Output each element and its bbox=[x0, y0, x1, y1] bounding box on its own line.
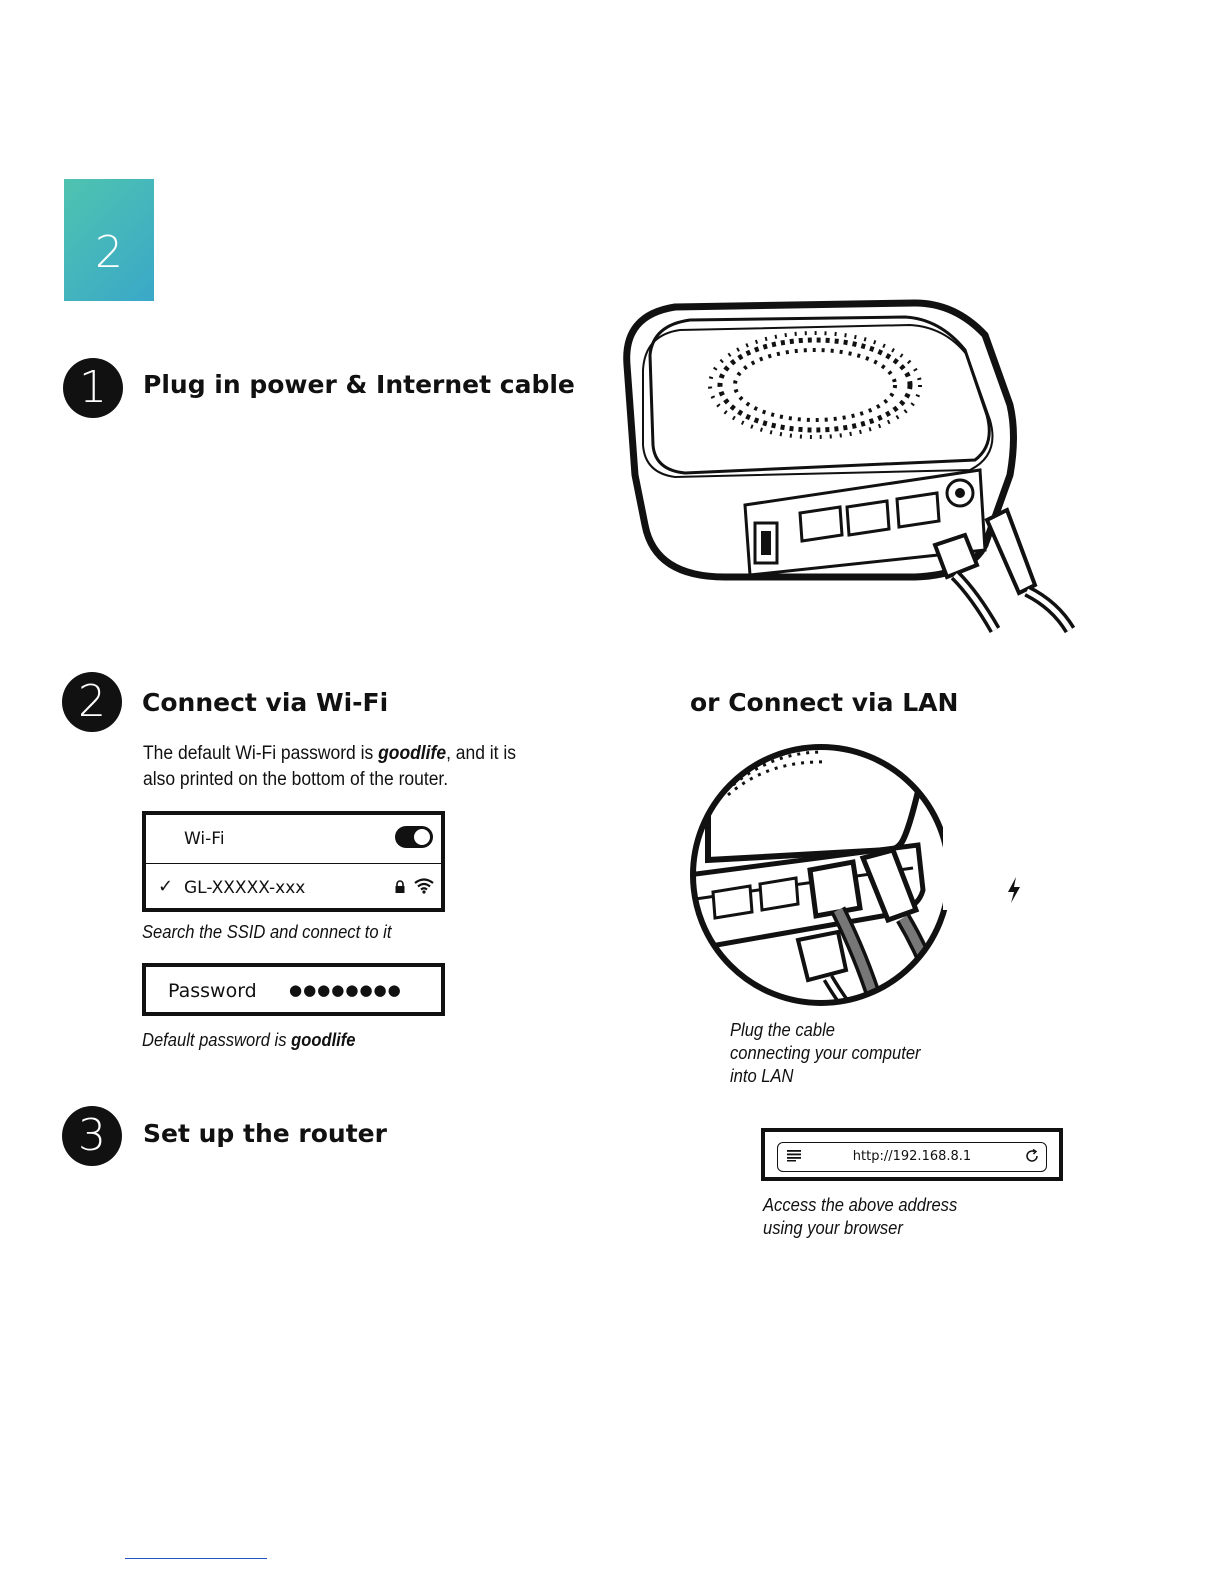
ssid-name: GL-XXXXX-xxx bbox=[184, 878, 306, 898]
password-field[interactable] bbox=[142, 963, 445, 1016]
step-2-circle bbox=[62, 672, 122, 732]
url-caption-line-1: Access the above address bbox=[763, 1195, 958, 1215]
reload-icon[interactable] bbox=[1024, 1148, 1040, 1164]
wifi-toggle-row[interactable] bbox=[146, 815, 441, 864]
step-1-number: 1 bbox=[79, 362, 107, 413]
checkmark-icon: ✓ bbox=[158, 876, 174, 897]
step-3-title: Set up the router bbox=[143, 1119, 387, 1148]
password-caption-text: Default password is bbox=[142, 1030, 292, 1050]
wifi-description-text: The default Wi-Fi password is bbox=[143, 743, 379, 764]
step-1-circle bbox=[63, 358, 123, 418]
browser-address-box bbox=[761, 1128, 1063, 1181]
router-illustration bbox=[615, 295, 1095, 640]
password-caption-highlight: goodlife bbox=[291, 1030, 356, 1050]
lan-caption-line-2: connecting your computer bbox=[730, 1043, 921, 1063]
url-caption-line-2: using your browser bbox=[763, 1218, 903, 1238]
wifi-label: Wi-Fi bbox=[184, 829, 225, 849]
footer-divider bbox=[125, 1558, 267, 1559]
step-2-number: 2 bbox=[78, 676, 106, 727]
url-caption bbox=[763, 1194, 957, 1240]
lan-caption-line-3: into LAN bbox=[730, 1066, 794, 1086]
page-number-badge bbox=[64, 179, 154, 301]
step-3-number: 3 bbox=[78, 1110, 106, 1161]
url-text: http://192.168.8.1 bbox=[852, 1149, 972, 1164]
step-2-title: Connect via Wi-Fi bbox=[142, 688, 389, 717]
wifi-password-highlight: goodlife bbox=[378, 743, 447, 764]
lan-caption bbox=[730, 1019, 921, 1088]
password-label: Password bbox=[168, 980, 257, 1002]
step-3-circle bbox=[62, 1106, 122, 1166]
lightning-icon bbox=[1005, 876, 1023, 904]
lan-title: or Connect via LAN bbox=[690, 688, 959, 717]
wifi-description-text-end: , and it is also printed on the bottom of the router. bbox=[143, 743, 517, 790]
wifi-network-row[interactable] bbox=[146, 864, 441, 912]
wifi-settings-panel bbox=[142, 811, 445, 912]
wifi-description bbox=[143, 741, 548, 793]
password-mask: ●●●●●●●● bbox=[289, 981, 402, 999]
lan-caption-line-1: Plug the cable bbox=[730, 1020, 835, 1040]
lan-connection-illustration bbox=[688, 740, 958, 1010]
step-1-title: Plug in power & Internet cable bbox=[143, 370, 575, 399]
page-number: 2 bbox=[95, 227, 123, 278]
lock-icon bbox=[394, 880, 406, 894]
ssid-caption: Search the SSID and connect to it bbox=[142, 922, 392, 942]
browser-url-bar[interactable] bbox=[777, 1142, 1047, 1172]
wifi-toggle[interactable] bbox=[395, 826, 433, 848]
password-caption bbox=[142, 1029, 356, 1052]
wifi-signal-icon bbox=[414, 878, 434, 894]
